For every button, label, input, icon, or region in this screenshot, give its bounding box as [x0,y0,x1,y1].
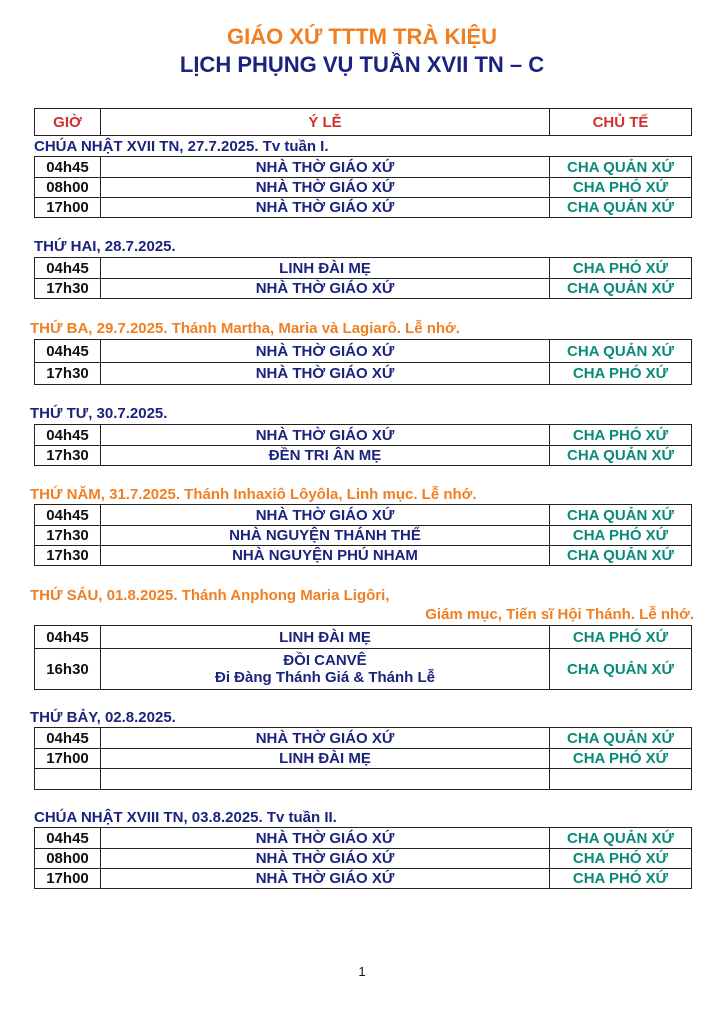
day-table [34,504,692,566]
schedule-title: LỊCH PHỤNG VỤ TUẦN XVII TN – C [179,52,545,77]
time-cell: 17h30 [35,279,101,298]
time-cell: 04h45 [35,425,101,445]
day-heading: THỨ HAI, 28.7.2025. [34,238,176,255]
priest-cell: CHA QUẢN XỨ [567,158,674,176]
priest-cell: CHA QUẢN XỨ [567,342,674,360]
place-cell: NHÀ THỜ GIÁO XỨ [101,425,550,445]
place-cell: LINH ĐÀI MẸ [101,258,550,278]
place-cell [101,649,550,689]
day-table [34,257,692,299]
place-cell: LINH ĐÀI MẸ [101,626,550,648]
place-cell: LINH ĐÀI MẸ [101,749,550,768]
place-cell: NHÀ THỜ GIÁO XỨ [101,363,550,384]
table-row [35,340,691,362]
place-line-2: Đi Đàng Thánh Giá & Thánh Lễ [214,669,435,686]
place-cell: NHÀ THỜ GIÁO XỨ [101,198,550,217]
priest-cell: CHA PHÓ XỨ [572,870,669,887]
time-cell [35,769,101,789]
place-cell: NHÀ THỜ GIÁO XỨ [101,869,550,888]
time-cell: 17h00 [35,198,101,217]
time-cell: 17h30 [35,526,101,545]
priest-cell: CHA QUẢN XỨ [567,447,674,464]
table-row [35,197,691,217]
time-cell: 08h00 [35,178,101,197]
parish-title: GIÁO XỨ TTTM TRÀ KIỆU [226,24,497,49]
place-cell: NHÀ THỜ GIÁO XỨ [101,828,550,848]
day-table [34,156,692,218]
priest-cell: CHA QUẢN XỨ [567,660,674,678]
time-cell: 16h30 [35,649,101,689]
time-cell: 04h45 [35,258,101,278]
table-row [35,626,691,648]
place-cell: NHÀ NGUYỆN PHÚ NHAM [101,546,550,565]
time-cell: 08h00 [35,849,101,868]
header-intention: Ý LỄ [101,109,550,135]
time-cell: 04h45 [35,157,101,177]
priest-cell: CHA QUẢN XỨ [567,547,674,564]
priest-cell: CHA PHÓ XỨ [572,750,669,767]
day-heading: CHÚA NHẬT XVIII TN, 03.8.2025. Tv tuần II. [34,809,337,826]
table-row [35,505,691,525]
day-table [34,827,692,889]
table-row [35,445,691,465]
day-heading-continued: Giám mục, Tiến sĩ Hội Thánh. Lễ nhớ. [425,606,694,623]
page-number: 1 [358,964,366,979]
priest-cell: CHA QUẢN XỨ [567,829,674,847]
header-celebrant: CHỦ TẾ [592,113,649,131]
table-row [35,258,691,278]
priest-cell: CHA PHÓ XỨ [572,426,669,444]
place-cell: NHÀ THỜ GIÁO XỨ [101,505,550,525]
time-cell: 04h45 [35,340,101,362]
priest-cell [550,769,691,789]
header-row [35,109,691,135]
header-time: GIỜ [35,109,101,135]
priest-cell: CHA PHÓ XỨ [572,628,669,646]
place-cell: NHÀ THỜ GIÁO XỨ [101,178,550,197]
time-cell: 04h45 [35,728,101,748]
table-row [35,157,691,177]
day-table [34,424,692,466]
place-cell: NHÀ THỜ GIÁO XỨ [101,279,550,298]
day-heading: THỨ SÁU, 01.8.2025. Thánh Anphong Maria Ligôri, [30,587,390,604]
table-row [35,728,691,748]
day-heading: CHÚA NHẬT XVII TN, 27.7.2025. Tv tuần I. [34,138,329,155]
priest-cell: CHA QUẢN XỨ [567,280,674,297]
priest-cell: CHA PHÓ XỨ [572,527,669,544]
priest-cell: CHA QUẢN XỨ [567,729,674,747]
place-cell [101,769,550,789]
time-cell: 17h00 [35,869,101,888]
table-row [35,362,691,384]
priest-cell: CHA PHÓ XỨ [572,259,669,277]
table-row [35,748,691,768]
time-cell: 17h30 [35,446,101,465]
priest-cell: CHA PHÓ XỨ [572,179,669,196]
time-cell: 04h45 [35,828,101,848]
table-row [35,545,691,565]
day-heading: THỨ BA, 29.7.2025. Thánh Martha, Maria và Lagiarô. Lễ nhớ. [30,320,460,337]
place-line-1: ĐỒI CANVÊ [283,652,367,669]
place-cell: NHÀ NGUYỆN THÁNH THỂ [101,526,550,545]
header-table [34,108,692,136]
day-table [34,727,692,790]
table-row [35,848,691,868]
place-cell: ĐỀN TRI ÂN MẸ [101,446,550,465]
priest-cell: CHA PHÓ XỨ [572,850,669,867]
day-table [34,625,692,690]
table-row [35,278,691,298]
place-cell: NHÀ THỜ GIÁO XỨ [101,157,550,177]
table-row-empty [35,768,691,789]
priest-cell: CHA QUẢN XỨ [567,506,674,524]
place-cell: NHÀ THỜ GIÁO XỨ [101,849,550,868]
priest-cell: CHA QUẢN XỨ [567,199,674,216]
table-row [35,425,691,445]
day-heading: THỨ TƯ, 30.7.2025. [30,405,168,422]
place-cell: NHÀ THỜ GIÁO XỨ [101,340,550,362]
table-row [35,648,691,689]
time-cell: 04h45 [35,505,101,525]
table-row [35,868,691,888]
time-cell: 17h00 [35,749,101,768]
table-row [35,828,691,848]
time-cell: 04h45 [35,626,101,648]
priest-cell: CHA PHÓ XỨ [572,365,669,382]
table-row [35,177,691,197]
day-heading: THỨ BẢY, 02.8.2025. [30,709,176,726]
place-cell: NHÀ THỜ GIÁO XỨ [101,728,550,748]
table-row [35,525,691,545]
day-table [34,339,692,385]
day-heading: THỨ NĂM, 31.7.2025. Thánh Inhaxiô Lôyôla, Linh mục. Lễ nhớ. [30,486,477,503]
time-cell: 17h30 [35,546,101,565]
time-cell: 17h30 [35,363,101,384]
